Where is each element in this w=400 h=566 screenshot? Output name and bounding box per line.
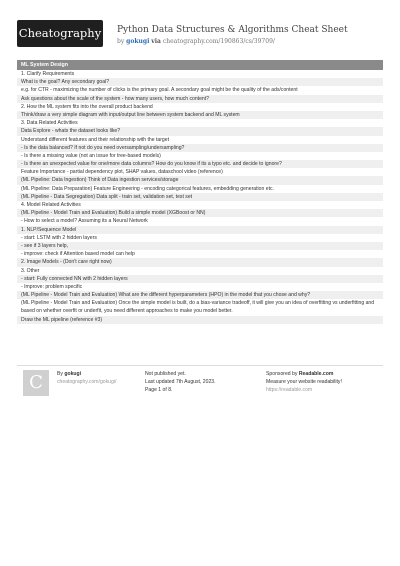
by-label: by: [117, 38, 125, 45]
publish-status: Not published yet.: [145, 371, 186, 377]
footer-status-col: [145, 370, 216, 394]
footer-author-link[interactable]: gokugi: [64, 371, 82, 377]
section-line: Data Explore - whats the dataset looks like?: [17, 127, 383, 135]
section-line: What is the goal? Any secondary goal?: [17, 78, 383, 86]
section-line: Understand different features and their relationship with the target: [17, 136, 383, 144]
last-updated: Last updated 7th August, 2023.: [145, 379, 216, 385]
via-label: via: [151, 38, 161, 45]
sponsor-text: Measure your website readability!: [266, 379, 342, 385]
section-line: e.g. for CTR - maximizing the number of clicks is the primary goal. A secondary goal might be the quality of the ads/content: [17, 86, 383, 94]
ml-system-design-section: [17, 60, 383, 324]
section-line: (ML Pipeline: Data Ingestion) Think of Data ingestion services/storage: [17, 176, 383, 184]
section-line: Think/draw a very simple diagram with input/output line between system backend and ML system: [17, 111, 383, 119]
section-title: ML System Design: [17, 60, 383, 70]
section-line: - start: Fully connected NN with 2 hidden layers: [17, 275, 383, 283]
cheatography-logo[interactable]: Cheatography: [17, 20, 103, 47]
section-line: 1. NLP/Sequence Model: [17, 226, 383, 234]
section-line: - Is the data balanced? If not do you need oversampling/undersampling?: [17, 144, 383, 152]
section-line: (ML Pipeline - Model Train and Evaluation) Build a simple model (XGBoost or NN): [17, 209, 383, 217]
sheet-footer: [17, 365, 383, 406]
section-line: - Is there an unexpected value for one/more data columns? How do you know if its a typo etc. and decide to ignore?: [17, 160, 383, 168]
section-line: 4. Model Related Activities: [17, 201, 383, 209]
section-line: 1. Clarify Requirements: [17, 70, 383, 78]
sheet-byline: [117, 38, 275, 45]
footer-author-url[interactable]: cheatography.com/gokugi/: [57, 379, 117, 385]
section-body: [17, 70, 383, 324]
section-line: 2. How the ML system fits into the overall product backend: [17, 103, 383, 111]
section-line: (ML Pipeline - Data Segregation) Data split - train set, validation set, test set: [17, 193, 383, 201]
section-line: - start: LSTM with 2 hidden layers: [17, 234, 383, 242]
sponsor-link[interactable]: Readable.com: [298, 371, 334, 377]
section-line: (ML Pipeline - Model Train and Evaluation) Once the simple model is built, do a bias-variance tradeoff, it will give you an idea of overfitting vs underfitting and based on whether overfit or underfit, you need different approaches to make you model better.: [17, 299, 383, 315]
footer-author-col: [57, 370, 116, 386]
section-line: - see if 3 layers help,: [17, 242, 383, 250]
section-line: (ML Pipeline: Data Preparation) Feature Engineering - encoding categorical features, embedding generation etc.: [17, 185, 383, 193]
section-line: Draw the ML pipeline (reference #3): [17, 316, 383, 324]
section-line: 3. Other: [17, 267, 383, 275]
footer-by-label: By: [57, 371, 63, 377]
sponsor-url[interactable]: https://readable.com: [266, 387, 313, 393]
section-line: 2. Image Models - (Don't care right now): [17, 258, 383, 266]
section-line: - How to select a model? Assuming its a Neural Network: [17, 217, 383, 225]
avatar-letter: C: [29, 372, 43, 393]
footer-sponsor-col: [266, 370, 342, 394]
author-avatar[interactable]: [23, 370, 49, 396]
section-line: Feature Importance - partial dependency plot, SHAP values, dataschool video (reference): [17, 168, 383, 176]
section-line: 3. Data Related Activities: [17, 119, 383, 127]
section-line: - Improve: problem specific: [17, 283, 383, 291]
section-line: - improve: check if Attention based model can help: [17, 250, 383, 258]
author-link[interactable]: gokugi: [126, 38, 150, 45]
section-line: (ML Pipeline - Model Train and Evaluation) What are the different hyperparameters (HPO) in the model that you chose and why?: [17, 291, 383, 299]
page-count: Page 1 of 8.: [145, 387, 173, 393]
sponsor-label: Sponsored by: [266, 371, 298, 377]
sheet-header: [0, 0, 400, 58]
section-line: Ask questions about the scale of the system - how many users, how much content?: [17, 95, 383, 103]
sheet-url-link[interactable]: cheatography.com/190863/cs/39709/: [162, 38, 275, 45]
section-line: - Is there a missing value (not an issue for tree-based models): [17, 152, 383, 160]
sheet-title: Python Data Structures & Algorithms Cheat Sheet: [117, 25, 348, 35]
